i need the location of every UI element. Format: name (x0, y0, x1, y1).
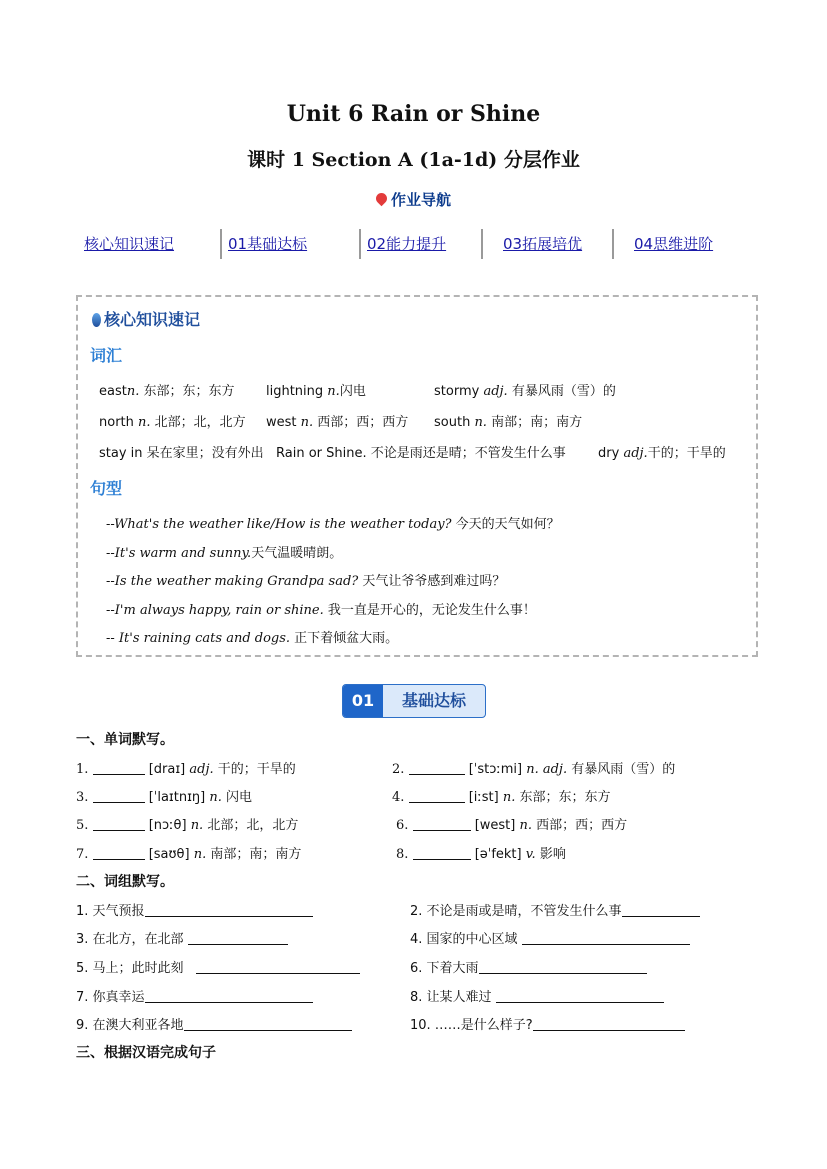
answer-blank[interactable] (496, 990, 664, 1003)
q2-item: 2. 不论是雨或是晴，不管发生什么事 (410, 900, 700, 919)
q1-item: 1. [draɪ] adj. 干的；干旱的 (76, 762, 296, 777)
sentence-item: -- It's raining cats and dogs. 正下着倾盆大雨。 (106, 631, 399, 646)
vocab-entry: south n. 南部；南；南方 (434, 415, 583, 430)
vocab-entry: dry adj.干的；干旱的 (598, 446, 726, 461)
vocab-entry: eastn. 东部；东；东方 (99, 384, 235, 399)
document-subtitle: 课时 1 Section A (1a-1d) 分层作业 (247, 149, 580, 171)
document-title: Unit 6 Rain or Shine (286, 101, 541, 127)
q2-item: 1. 天气预报 (76, 900, 313, 919)
nav-link-03[interactable]: 03拓展培优 (503, 235, 583, 253)
q3-heading: 三、根据汉语完成句子 (76, 1045, 216, 1061)
vocab-entry: lightning n.闪电 (266, 384, 366, 399)
core-knowledge-box (76, 295, 758, 657)
nav-link-01[interactable]: 01基础达标 (228, 235, 308, 253)
nav-link-02[interactable]: 02能力提升 (367, 235, 447, 253)
nav-divider (612, 229, 614, 259)
nav-divider (481, 229, 483, 259)
answer-blank[interactable] (145, 904, 313, 917)
section-badge (342, 684, 486, 718)
q1-item: 8. [əˈfekt] v. 影响 (396, 847, 566, 862)
q1-item: 7. [saʊθ] n. 南部；南；南方 (76, 847, 302, 862)
q1-heading: 一、单词默写。 (76, 732, 174, 748)
q2-item: 5. 马上；此时此刻 (76, 957, 360, 976)
nav-heading-text: 作业导航 (390, 191, 451, 209)
q2-item: 3. 在北方，在北部 (76, 928, 288, 947)
sentence-item: --It's warm and sunny.天气温暖晴朗。 (106, 546, 343, 561)
answer-blank[interactable] (184, 1018, 352, 1031)
nav-divider (220, 229, 222, 259)
nav-link-core-knowledge[interactable]: 核心知识速记 (84, 235, 175, 253)
answer-blank[interactable] (533, 1018, 685, 1031)
vocab-heading: 词汇 (90, 346, 123, 365)
q2-item: 7. 你真幸运 (76, 986, 313, 1005)
q1-item: 6. [west] n. 西部；西；西方 (396, 818, 628, 833)
sentence-heading: 句型 (90, 479, 123, 498)
answer-blank[interactable] (145, 990, 313, 1003)
vocab-entry: Rain or Shine. 不论是雨还是晴；不管发生什么事 (276, 446, 566, 461)
sentence-item: --What's the weather like/How is the weather today? 今天的天气如何？ (106, 517, 560, 532)
answer-blank[interactable] (93, 790, 145, 803)
nav-link-04[interactable]: 04思维进阶 (634, 235, 714, 253)
q2-item: 8. 让某人难过 (410, 986, 664, 1005)
answer-blank[interactable] (479, 961, 647, 974)
vocab-entry: west n. 西部；西；西方 (266, 415, 409, 430)
section-badge-number: 01 (343, 685, 383, 717)
swirl-icon (92, 313, 101, 327)
answer-blank[interactable] (93, 847, 145, 860)
q1-item: 3. [ˈlaɪtnɪŋ] n. 闪电 (76, 790, 253, 805)
answer-blank[interactable] (409, 790, 465, 803)
answer-blank[interactable] (93, 818, 145, 831)
q1-item: 2. [ˈstɔːmi] n. adj. 有暴风雨（雪）的 (392, 762, 676, 777)
q1-item: 5. [nɔːθ] n. 北部；北，北方 (76, 818, 299, 833)
core-knowledge-heading (92, 307, 200, 330)
q2-item: 9. 在澳大利亚各地 (76, 1014, 352, 1033)
answer-blank[interactable] (622, 904, 700, 917)
homework-nav-bar (72, 229, 762, 261)
vocab-entry: stormy adj. 有暴风雨（雪）的 (434, 384, 616, 399)
map-pin-icon (374, 191, 390, 207)
nav-divider (359, 229, 361, 259)
homework-nav-heading (0, 189, 827, 210)
answer-blank[interactable] (413, 847, 471, 860)
answer-blank[interactable] (413, 818, 471, 831)
sentence-item: --Is the weather making Grandpa sad? 天气让爷爷感到难过吗？ (106, 574, 506, 589)
answer-blank[interactable] (522, 932, 690, 945)
core-knowledge-heading-text: 核心知识速记 (104, 310, 201, 329)
q2-heading: 二、词组默写。 (76, 874, 174, 890)
answer-blank[interactable] (188, 932, 288, 945)
answer-blank[interactable] (196, 961, 360, 974)
sentence-item: --I'm always happy, rain or shine. 我一直是开心的，无论发生什么事！ (106, 603, 536, 618)
answer-blank[interactable] (93, 762, 145, 775)
q2-item: 10. ……是什么样子? (410, 1014, 685, 1033)
q2-item: 4. 国家的中心区域 (410, 928, 690, 947)
q1-item: 4. [iːst] n. 东部；东；东方 (392, 790, 611, 805)
answer-blank[interactable] (409, 762, 465, 775)
vocab-entry: stay in 呆在家里；没有外出 (99, 446, 264, 461)
q2-item: 6. 下着大雨 (410, 957, 647, 976)
vocab-entry: north n. 北部；北，北方 (99, 415, 246, 430)
section-badge-label: 基础达标 (401, 691, 466, 710)
